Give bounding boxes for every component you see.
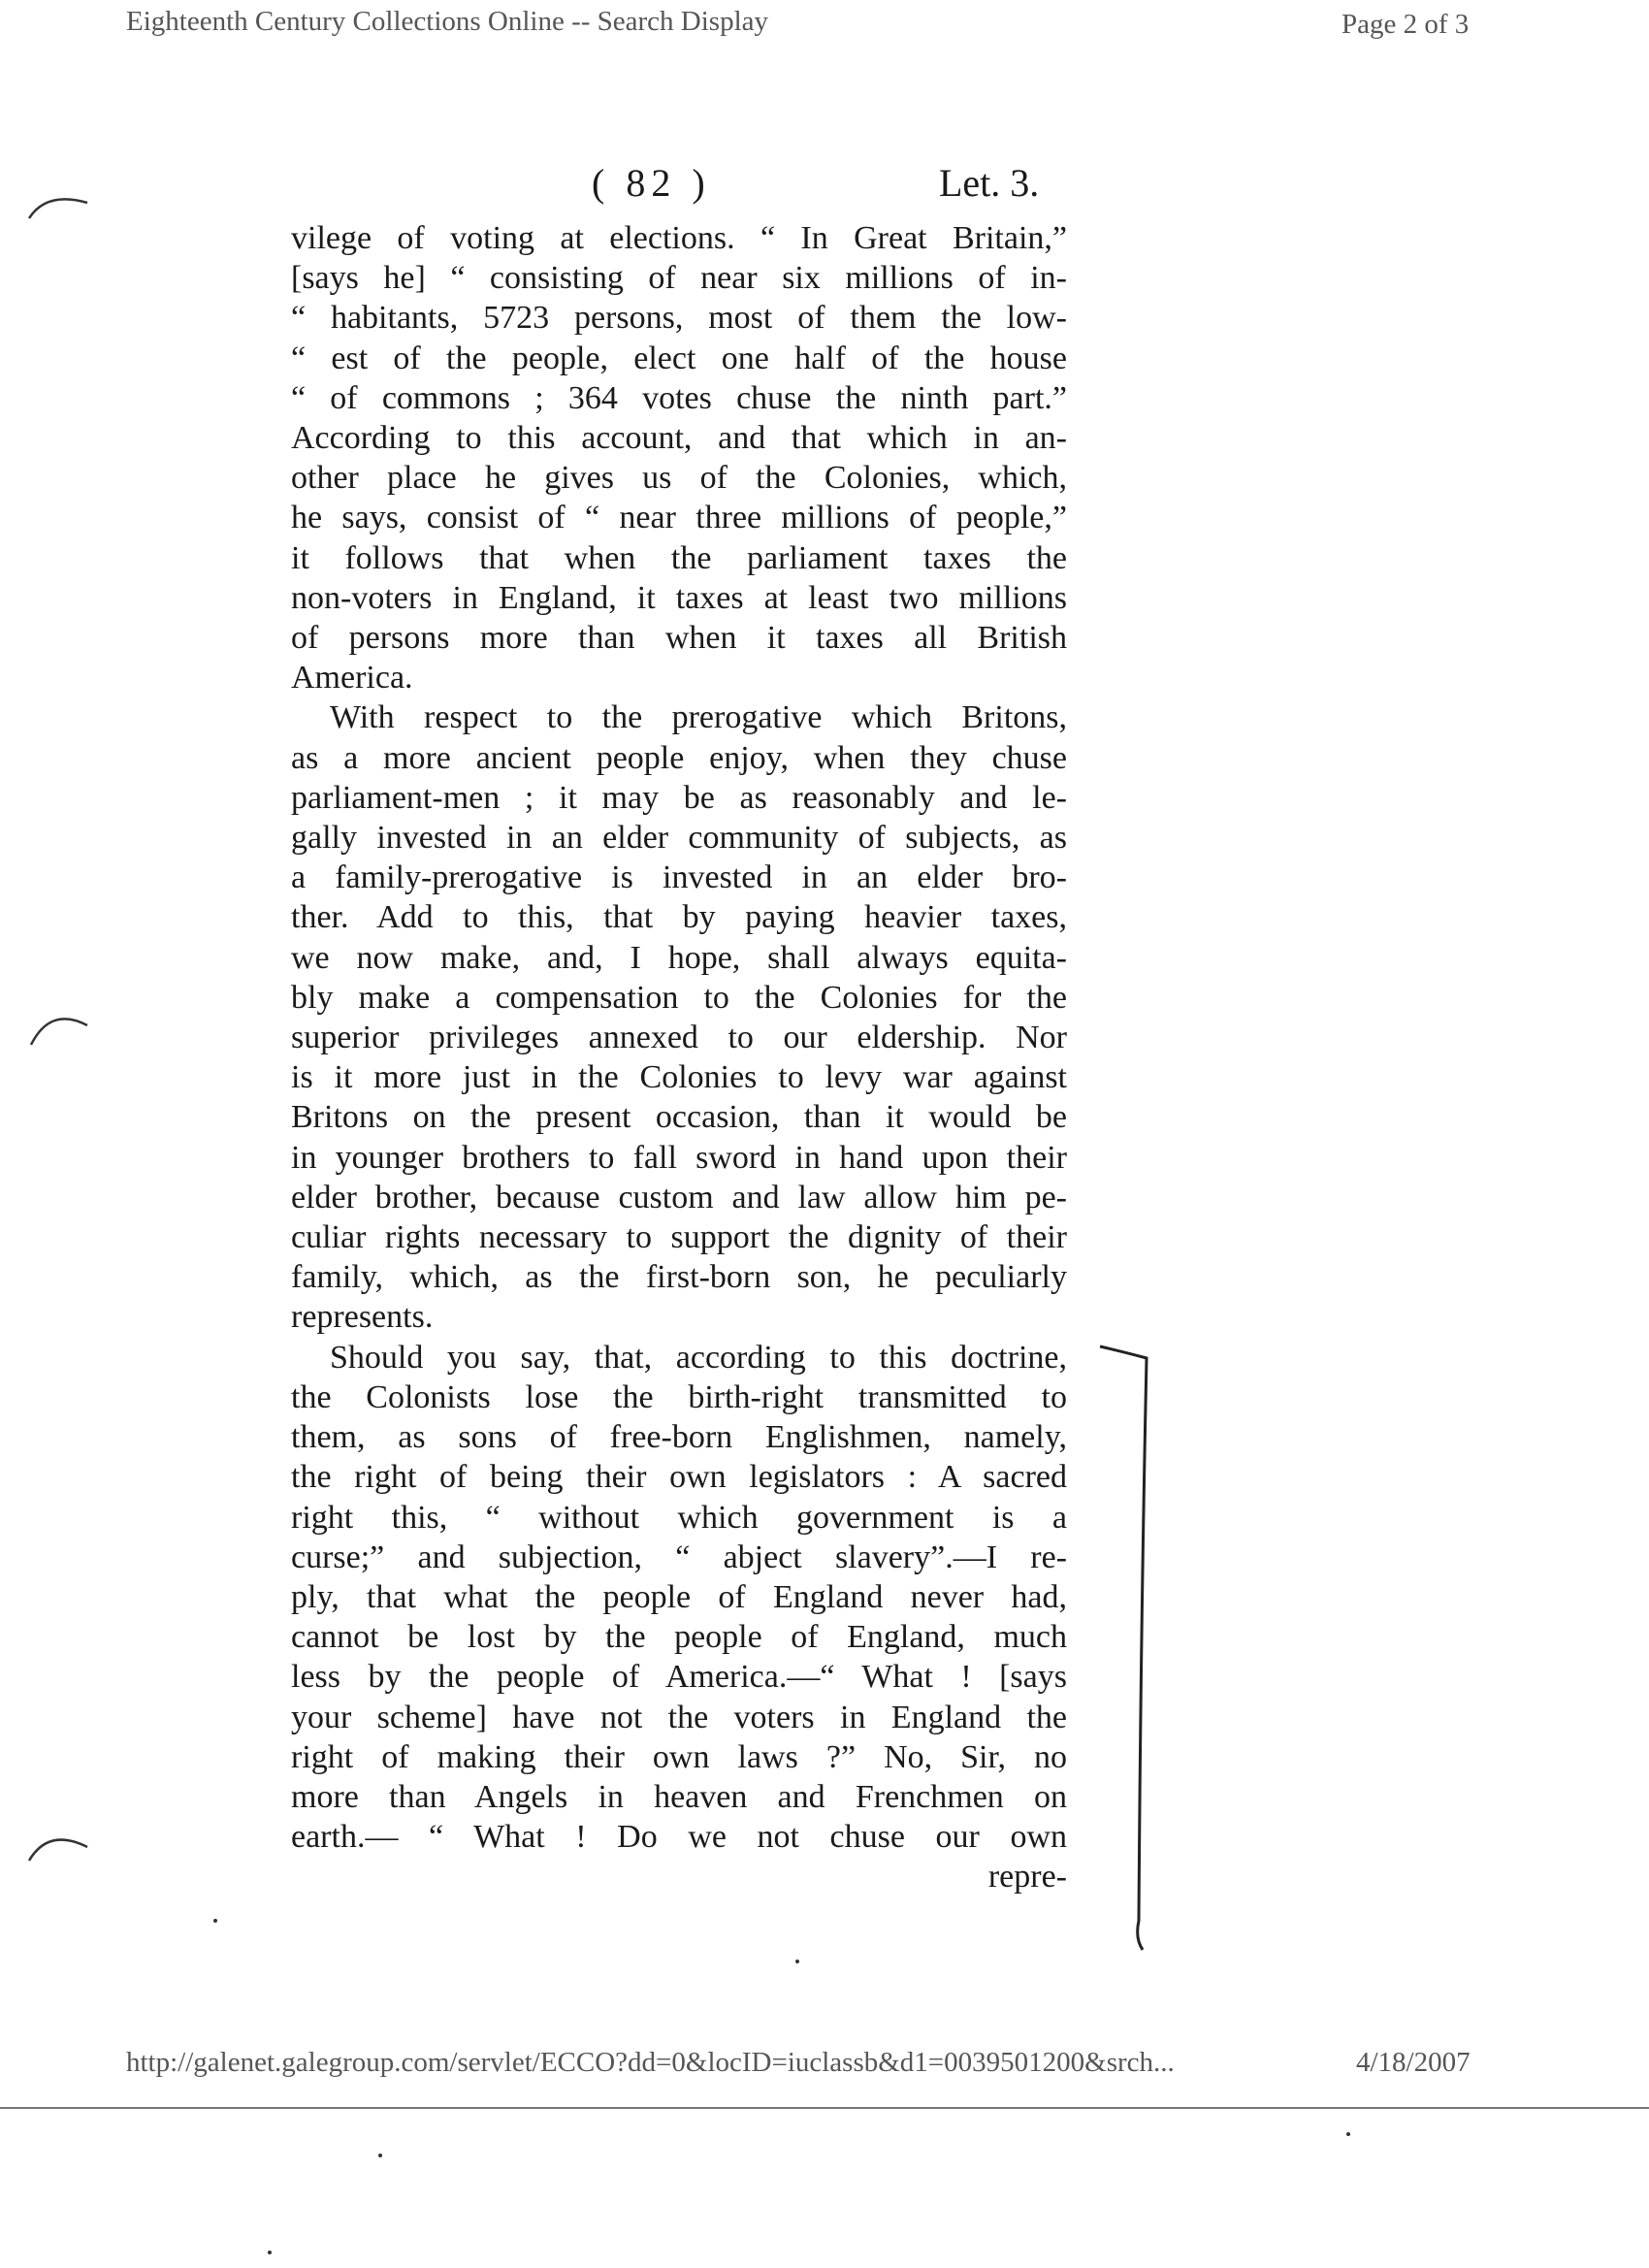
text-line: non-voters in England, it taxes at least two millions: [291, 579, 1067, 616]
binding-mark-icon: [27, 1004, 95, 1053]
text-line: With respect to the prerogative which Britons,: [330, 699, 1067, 736]
text-line: he says, consist of “ near three millions of people,”: [291, 500, 1067, 536]
text-line: Should you say, that, according to this doctrine,: [330, 1339, 1067, 1376]
text-line: elder brother, because custom and law allow him pe-: [291, 1179, 1067, 1215]
text-line: According to this account, and that which in an-: [291, 420, 1067, 457]
text-line: of persons more than when it taxes all British: [291, 620, 1067, 657]
print-footer: [0, 2037, 1649, 2105]
running-head: [291, 160, 1067, 218]
text-line: [says he] “ consisting of near six millions of in-: [291, 260, 1067, 297]
print-header: [0, 0, 1649, 58]
text-line: ther. Add to this, that by paying heavier taxes,: [291, 899, 1067, 936]
page-number: ( 82 ): [592, 161, 711, 205]
text-line: family, which, as the first-born son, he peculiarly: [291, 1259, 1067, 1296]
text-line: right of making their own laws ?” No, Sir, no: [291, 1738, 1067, 1775]
scanned-page: [291, 160, 1067, 1897]
text-line: curse;” and subjection, “ abject slavery”.—I re-: [291, 1539, 1067, 1575]
header-title: Eighteenth Century Collections Online -- Search Display: [126, 6, 769, 37]
text-line: it follows that when the parliament taxes the: [291, 539, 1067, 576]
source-url: http://galenet.galegroup.com/servlet/ECCO?dd=0&locID=iuclassb&d1=0039501200&srch...: [126, 2047, 1175, 2078]
text-line: in younger brothers to fall sword in hand upon their: [291, 1139, 1067, 1176]
text-line: more than Angels in heaven and Frenchmen on: [291, 1778, 1067, 1815]
text-line: the Colonists lose the birth-right transmitted to: [291, 1378, 1067, 1415]
scan-speck: [795, 1960, 799, 1963]
text-line: Britons on the present occasion, than it would be: [291, 1099, 1067, 1136]
text-line: parliament-men ; it may be as reasonably and le-: [291, 779, 1067, 816]
text-line: cannot be lost by the people of England, much: [291, 1619, 1067, 1656]
text-line: superior privileges annexed to our eldership. Nor: [291, 1020, 1067, 1056]
scan-speck: [378, 2154, 382, 2157]
binding-mark-icon: [27, 189, 95, 238]
page-indicator: Page 2 of 3: [1342, 9, 1470, 40]
scan-speck: [1346, 2132, 1350, 2136]
text-line: America.: [291, 660, 413, 697]
text-line: your scheme] have not the voters in England the: [291, 1699, 1067, 1735]
text-line: the right of being their own legislators : A sacred: [291, 1459, 1067, 1496]
text-line: represents.: [291, 1299, 434, 1336]
text-line: as a more ancient people enjoy, when they chuse: [291, 739, 1067, 776]
text-line: earth.— “ What ! Do we not chuse our own: [291, 1819, 1067, 1856]
text-line: “ habitants, 5723 persons, most of them the low-: [291, 300, 1067, 337]
scan-speck: [213, 1919, 217, 1923]
letter-number: Let. 3.: [939, 161, 1040, 205]
text-line: “ est of the people, elect one half of the house: [291, 340, 1067, 376]
text-line: “ of commons ; 364 votes chuse the ninth part.”: [291, 379, 1067, 416]
body-text: [291, 218, 1067, 1897]
text-line: other place he gives us of the Colonies, which,: [291, 460, 1067, 497]
text-line: them, as sons of free-born Englishmen, namely,: [291, 1419, 1067, 1456]
margin-bracket-icon: [1096, 1339, 1164, 1964]
text-line: less by the people of America.—“ What ! [says: [291, 1659, 1067, 1696]
text-line: gally invested in an elder community of subjects, as: [291, 820, 1067, 857]
print-date: 4/18/2007: [1356, 2047, 1471, 2078]
text-line: we now make, and, I hope, shall always equita-: [291, 939, 1067, 976]
scan-speck: [268, 2251, 272, 2254]
text-line: culiar rights necessary to support the dignity of their: [291, 1219, 1067, 1256]
text-line: ply, that what the people of England never had,: [291, 1578, 1067, 1615]
binding-mark-icon: [27, 1824, 95, 1872]
catchword: repre-: [987, 1859, 1067, 1895]
footer-divider: [0, 2107, 1649, 2109]
text-line: a family-prerogative is invested in an elder bro-: [291, 859, 1067, 896]
text-line: is it more just in the Colonies to levy war against: [291, 1059, 1067, 1096]
text-line: vilege of voting at elections. “ In Great Britain,”: [291, 220, 1067, 256]
text-line: bly make a compensation to the Colonies for the: [291, 979, 1067, 1016]
text-line: right this, “ without which government is a: [291, 1499, 1067, 1536]
